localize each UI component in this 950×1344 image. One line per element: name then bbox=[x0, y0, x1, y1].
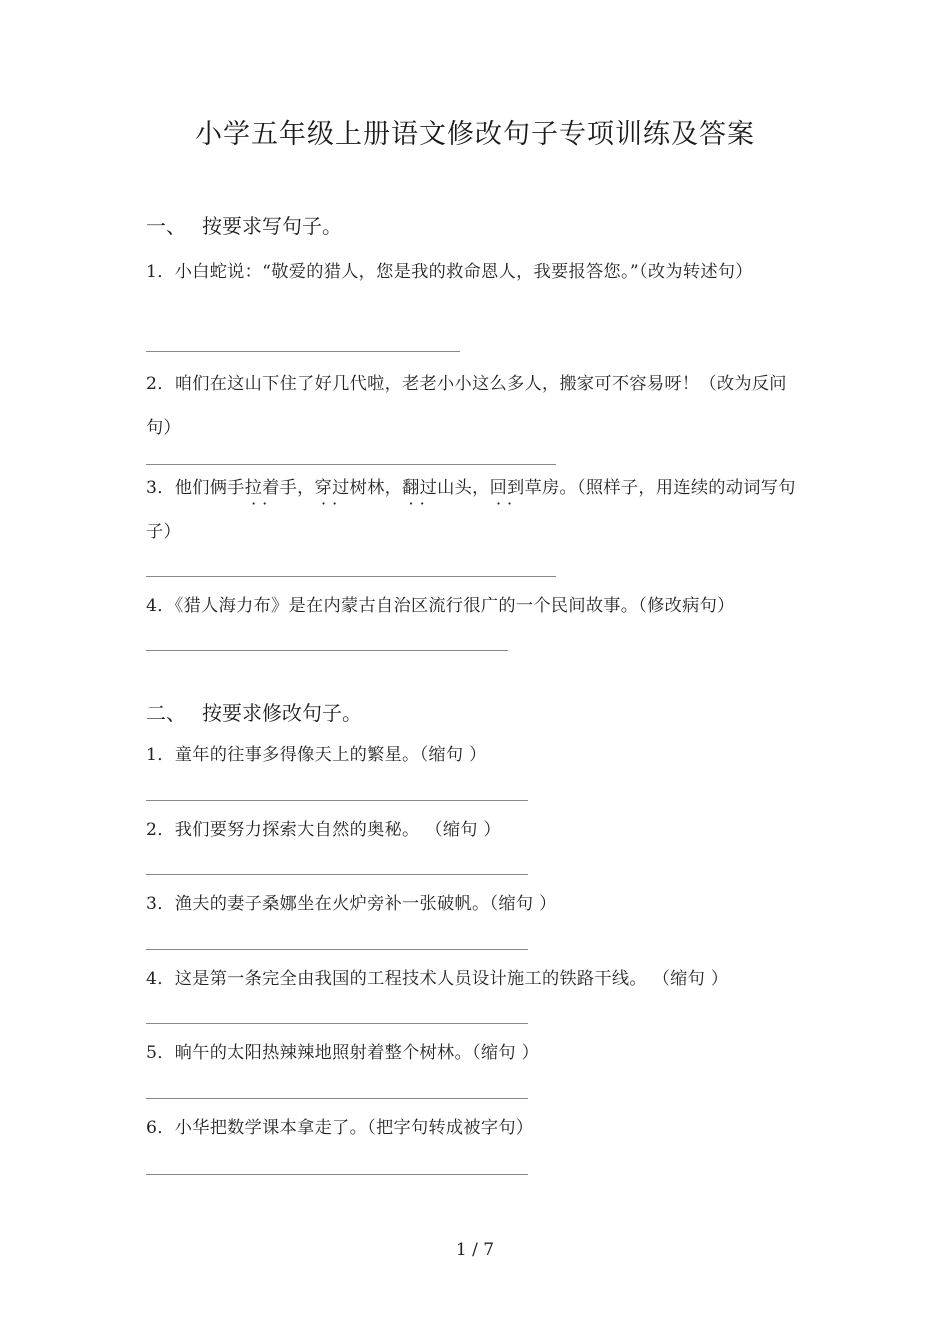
answer-line-1-1[interactable] bbox=[146, 351, 460, 352]
answer-line-2-4[interactable] bbox=[146, 1023, 528, 1024]
answer-line-1-4[interactable] bbox=[146, 650, 508, 651]
dotted-verb: 拉着 ·· bbox=[245, 466, 280, 510]
answer-line-2-2[interactable] bbox=[146, 874, 528, 875]
section-1-number: 一、 bbox=[146, 214, 186, 238]
question-2-3: 3．渔夫的妻子桑娜坐在火炉旁补一张破帆。（缩句 ） bbox=[146, 894, 557, 914]
dotted-verb: 穿过 ·· bbox=[315, 466, 350, 510]
dotted-verb: 翻过 ·· bbox=[402, 466, 437, 510]
section-1-heading bbox=[146, 210, 342, 239]
answer-line-2-3[interactable] bbox=[146, 949, 528, 950]
question-2-1: 1．童年的往事多得像天上的繁星。（缩句 ） bbox=[146, 745, 487, 765]
answer-line-2-1[interactable] bbox=[146, 800, 528, 801]
q3-text: 草房。（照样子，用连续的动词写句子） bbox=[146, 478, 796, 542]
question-1-2: 2．咱们在这山下住了好几代啦，老老小小这么多人，搬家可不容易呀！（改为反问句） bbox=[146, 374, 787, 438]
answer-line-1-2[interactable] bbox=[146, 464, 556, 465]
section-2-heading bbox=[146, 697, 362, 726]
page-number: 1 / 7 bbox=[455, 1240, 495, 1260]
answer-line-1-3[interactable] bbox=[146, 576, 556, 577]
section-2-title: 按要求修改句子。 bbox=[202, 701, 362, 725]
section-2-number: 二、 bbox=[146, 701, 186, 725]
question-1-4: 4．《猎人海力布》是在内蒙古自治区流行很广的一个民间故事。（修改病句） bbox=[146, 596, 735, 616]
question-2-4: 4．这是第一条完全由我国的工程技术人员设计施工的铁路干线。 （缩句 ） bbox=[146, 969, 729, 989]
question-2-6: 6．小华把数学课本拿走了。（把字句转成被字句） bbox=[146, 1118, 534, 1138]
q3-text: 手， bbox=[279, 478, 315, 498]
question-2-2: 2．我们要努力探索大自然的奥秘。 （缩句 ） bbox=[146, 820, 502, 840]
answer-line-2-6[interactable] bbox=[146, 1174, 528, 1175]
q3-text: 树林， bbox=[349, 478, 403, 498]
answer-line-2-5[interactable] bbox=[146, 1098, 528, 1099]
q3-text: 山头， bbox=[437, 478, 490, 498]
dotted-verb: 回到 ·· bbox=[490, 466, 525, 510]
question-1-1: 1．小白蛇说：“敬爱的猎人，您是我的救命恩人，我要报答您。”（改为转述句） bbox=[146, 262, 753, 282]
page-title: 小学五年级上册语文修改句子专项训练及答案 bbox=[195, 119, 755, 150]
question-2-5: 5．晌午的太阳热辣辣地照射着整个树林。（缩句 ） bbox=[146, 1043, 540, 1063]
section-1-title: 按要求写句子。 bbox=[202, 214, 342, 238]
q3-text: 3．他们俩手 bbox=[146, 478, 245, 498]
question-1-3 bbox=[146, 466, 811, 554]
